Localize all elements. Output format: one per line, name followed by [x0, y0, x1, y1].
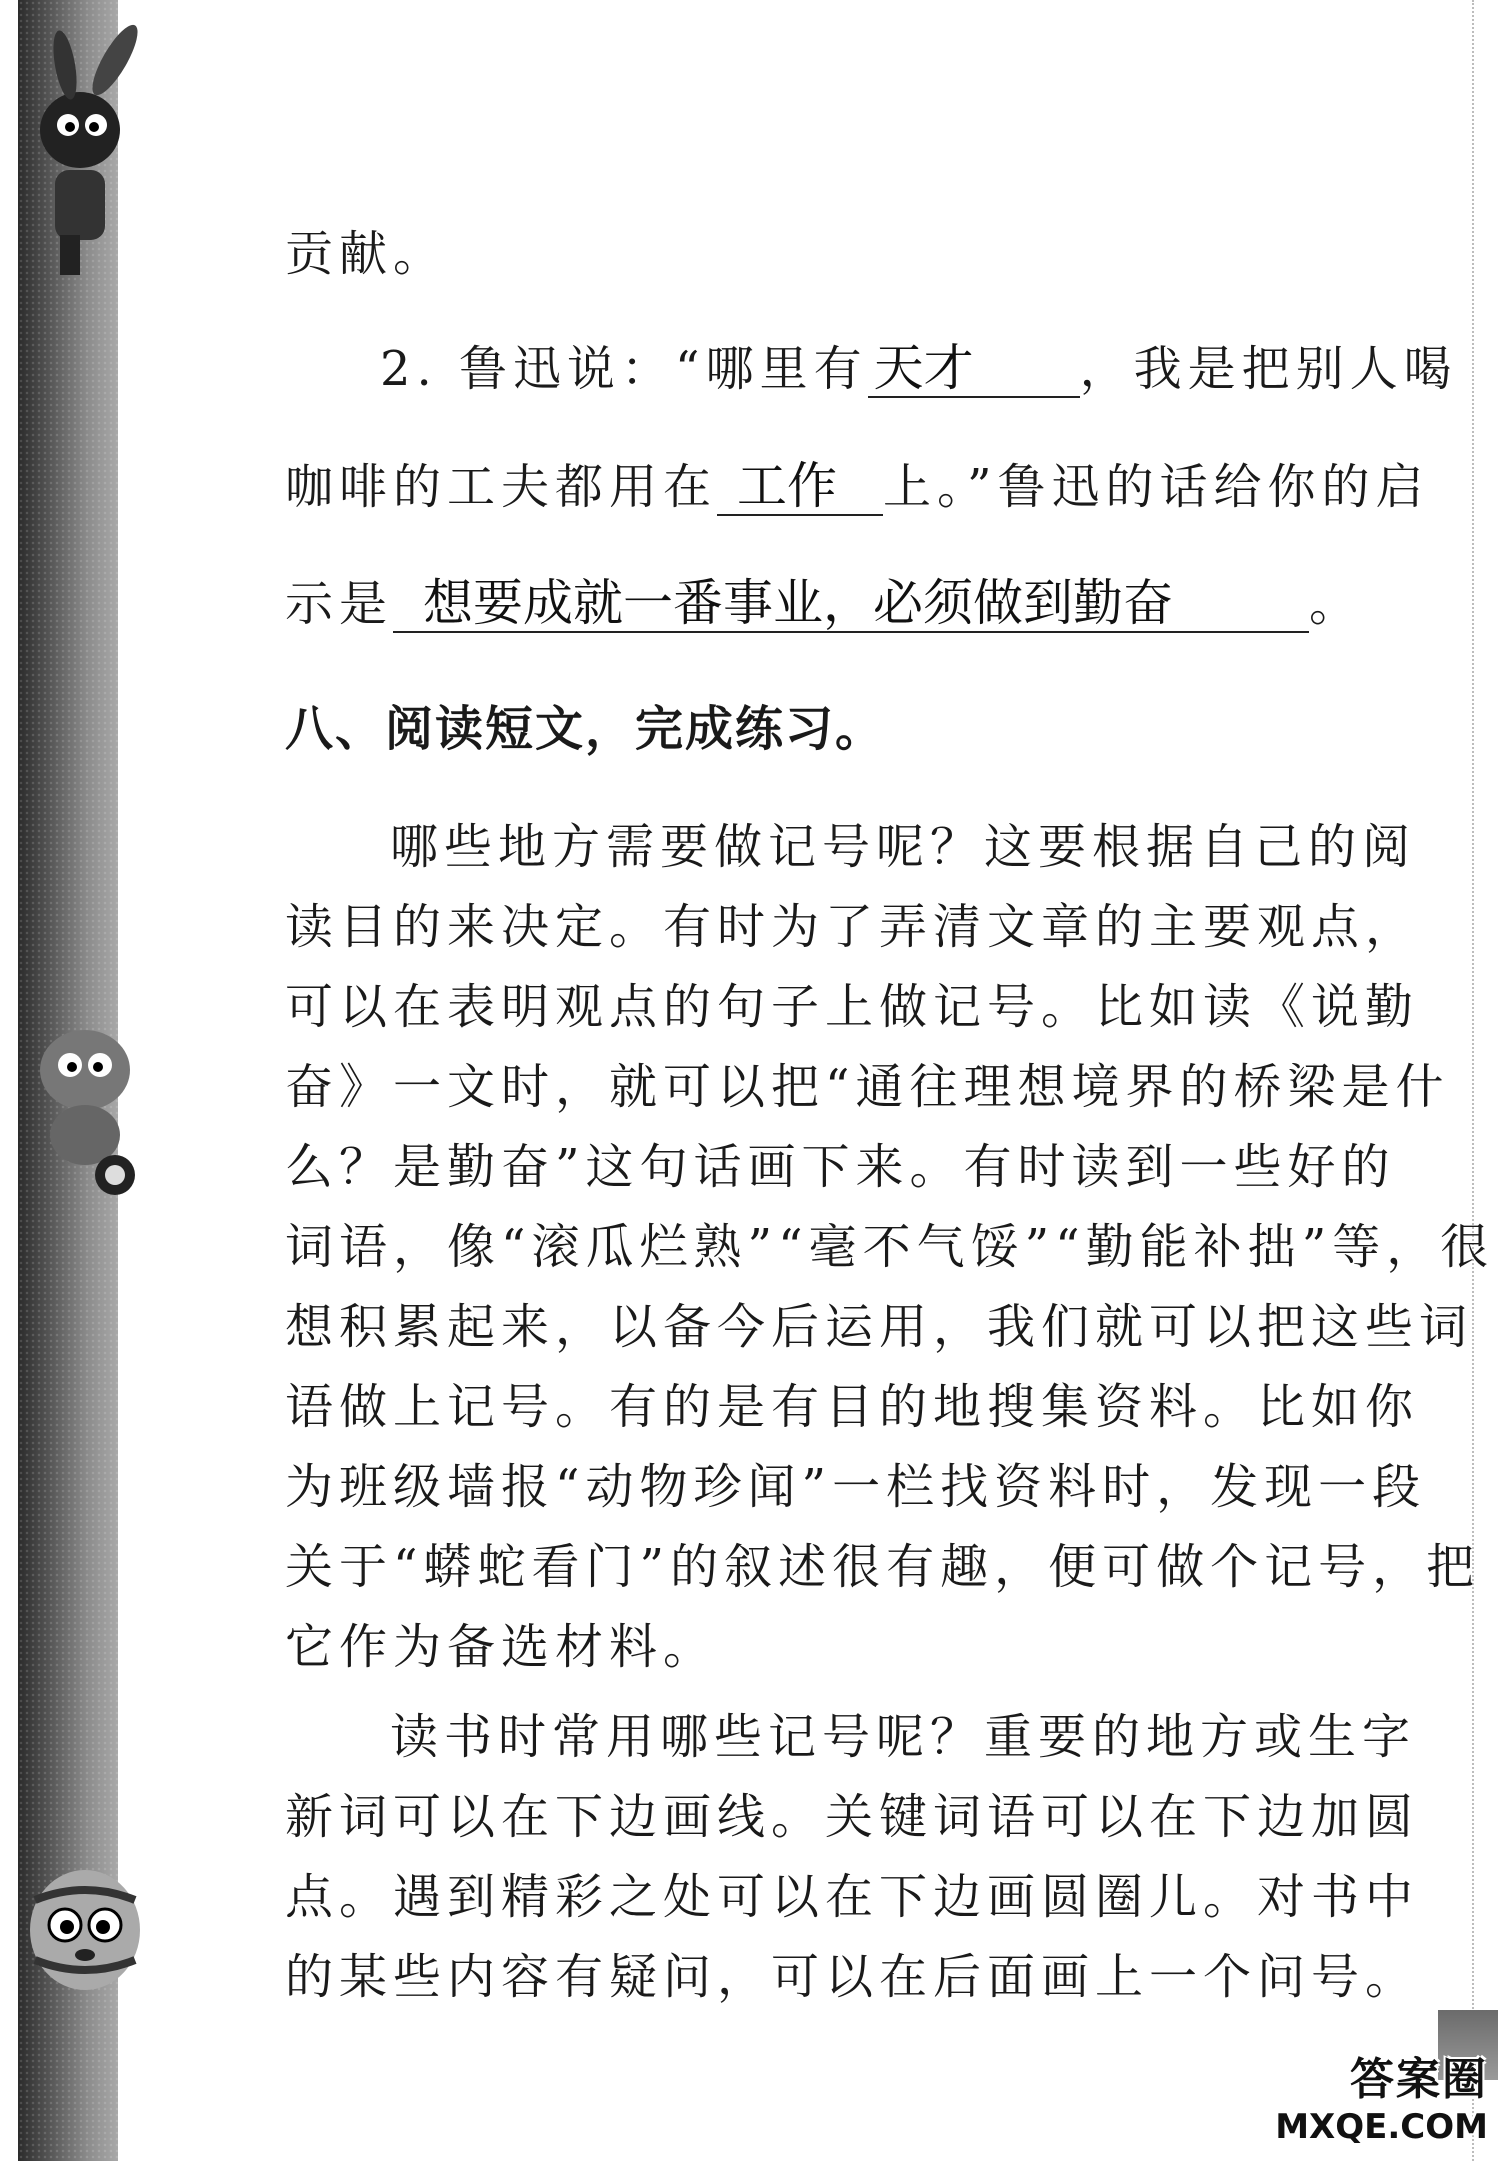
- watermark-bottom: MXQE.COM: [1275, 2107, 1488, 2147]
- raccoon-cartoon-icon: [10, 1000, 150, 1200]
- question-text: 示是: [285, 576, 394, 632]
- passage-line: 关于“蟒蛇看门”的叙述很有趣，便可做个记号，把: [285, 1539, 1481, 1595]
- answer-blank-1[interactable]: 天才: [868, 341, 1080, 398]
- question-text: ，我是把别人喝: [1079, 341, 1458, 397]
- question-2-line-1: [380, 330, 1458, 399]
- passage-line: 想积累起来，以备今后运用，我们就可以把这些词: [285, 1299, 1474, 1355]
- passage-line: 可以在表明观点的句子上做记号。比如读《说勤: [285, 979, 1420, 1035]
- passage-line: 的某些内容有疑问，可以在后面画上一个问号。: [285, 1949, 1420, 2005]
- passage-line: 语做上记号。有的是有目的地搜集资料。比如你: [285, 1379, 1420, 1435]
- right-page-edge: [1472, 0, 1498, 2161]
- passage-line: 读目的来决定。有时为了弄清文章的主要观点，: [285, 899, 1420, 955]
- line-text: 贡献。: [285, 226, 448, 282]
- rabbit-cartoon-icon: [10, 20, 150, 290]
- passage-line: 它作为备选材料。: [285, 1619, 718, 1675]
- passage-line: 词语，像“滚瓜烂熟”“毫不气馁”“勤能补拙”等，很: [285, 1219, 1495, 1275]
- question-text: 。: [1309, 576, 1364, 632]
- text-line: [285, 215, 447, 284]
- section-8-heading: 八、阅读短文，完成练习。: [285, 701, 886, 757]
- question-text: 上。”鲁迅的话给你的启: [883, 459, 1430, 515]
- question-2-line-3: [285, 565, 1363, 634]
- passage-line: 奋》一文时，就可以把“通往理想境界的桥梁是什: [285, 1059, 1450, 1115]
- passage-line: 点。遇到精彩之处可以在下边画圆圈儿。对书中: [285, 1869, 1420, 1925]
- answer-blank-2[interactable]: 工作: [717, 459, 883, 516]
- tiger-cartoon-icon: [10, 1820, 150, 2040]
- question-text: 2. 鲁迅说：“哪里有: [380, 341, 868, 397]
- watermark-top: 答案圈: [1350, 2054, 1488, 2105]
- passage-line: 读书时常用哪些记号呢？重要的地方或生字: [390, 1709, 1417, 1765]
- passage-line: 新词可以在下边画线。关键词语可以在下边加圆: [285, 1789, 1420, 1845]
- passage-line: 为班级墙报“动物珍闻”一栏找资料时，发现一段: [285, 1459, 1427, 1515]
- answer-blank-3[interactable]: 想要成就一番事业，必须做到勤奋: [393, 576, 1309, 633]
- passage-line: 么？是勤奋”这句话画下来。有时读到一些好的: [285, 1139, 1396, 1195]
- question-text: 咖啡的工夫都用在: [285, 459, 718, 515]
- question-2-line-2: [285, 448, 1430, 517]
- watermark: [1275, 2041, 1488, 2151]
- passage-line: 哪些地方需要做记号呢？这要根据自己的阅: [390, 819, 1417, 875]
